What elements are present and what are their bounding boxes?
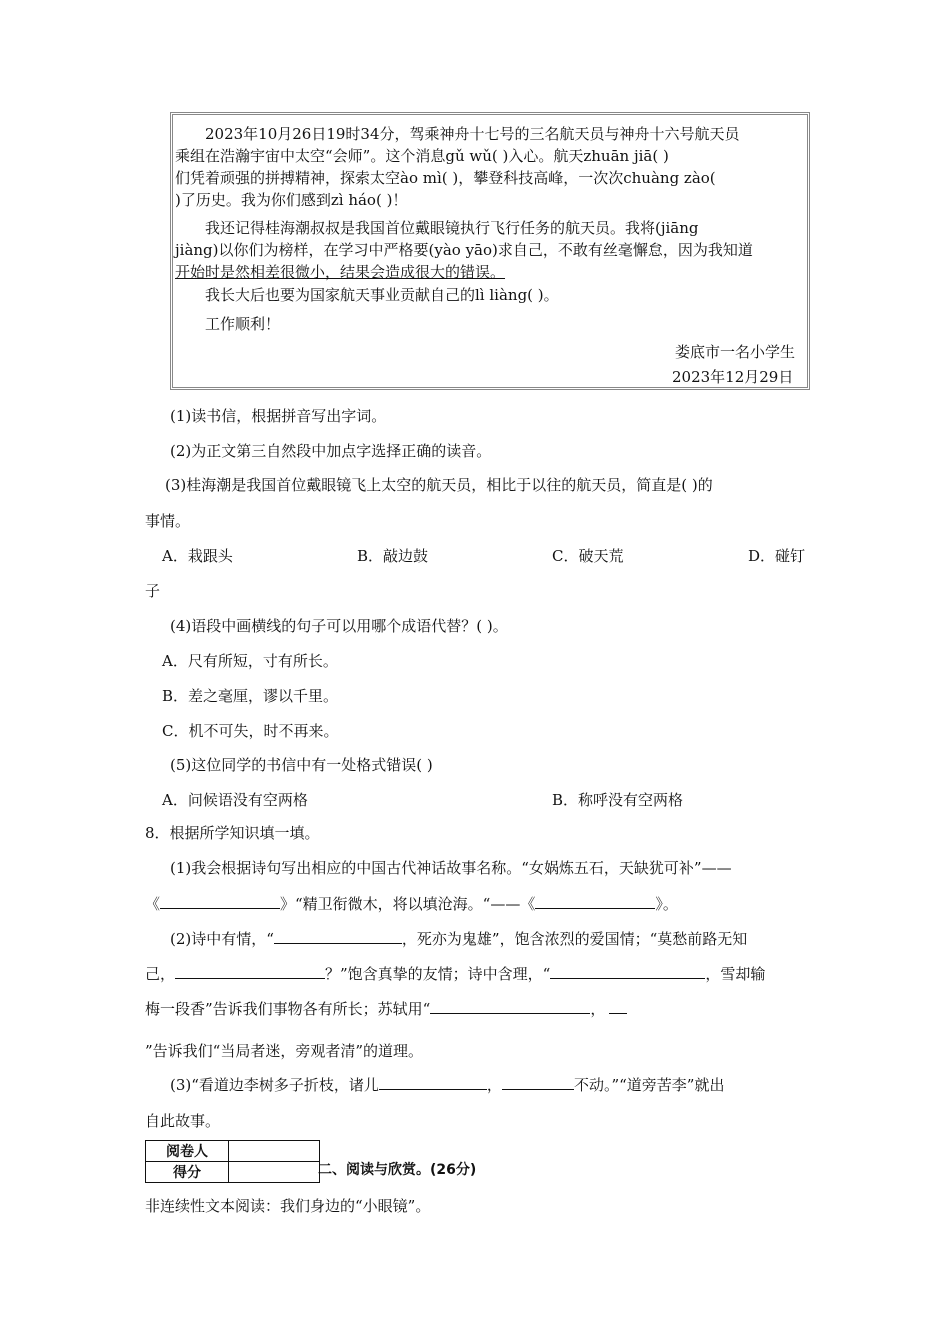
story-blank-1[interactable]: [379, 1075, 487, 1090]
q8-s3-a3: 不动。”“道旁苦李”就出: [573, 1076, 725, 1094]
letter-signature: 娄底市一名小学生: [675, 343, 796, 361]
question-1: (1)读书信，根据拼音写出字词。: [170, 407, 387, 425]
poem-blank-1[interactable]: [274, 929, 402, 944]
q8-s3-a2: ，: [486, 1076, 502, 1094]
q8-s1-line1: (1)我会根据诗句写出相应的中国古代神话故事名称。“女娲炼五石，天缺犹可补”——: [170, 859, 732, 877]
grader-field[interactable]: [229, 1141, 320, 1162]
poem-blank-2[interactable]: [175, 964, 325, 979]
letter-closing: 工作顺利！: [205, 315, 281, 333]
section-2-intro: 非连续性文本阅读：我们身边的“小眼镜”。: [145, 1197, 431, 1215]
q8-s1-mid: 》“精卫衔微木，将以填沧海。“——《: [280, 895, 536, 913]
q3-option-d: D．碰钉: [748, 547, 806, 565]
q8-s2-line2: [145, 963, 765, 984]
q8-s1-line2: [145, 893, 678, 914]
q8-s2-line1: [170, 928, 747, 949]
question-4: (4)语段中画横线的句子可以用哪个成语代替？( )。: [170, 617, 508, 635]
question-3: (3)桂海潮是我国首位戴眼镜飞上太空的航天员，相比于以往的航天员，简直是( )的: [165, 476, 713, 494]
myth-name-blank-2[interactable]: [535, 894, 655, 909]
q8-s2-c1: 梅一段香”告诉我们事物各有所长；苏轼用“: [145, 1000, 431, 1018]
q8-s3-line2: 自此故事。: [145, 1112, 221, 1130]
score-table: [145, 1140, 320, 1183]
q8-s2-line3: [145, 998, 627, 1019]
score-label: 得分: [146, 1162, 229, 1183]
poem-blank-4[interactable]: [430, 999, 590, 1014]
q8-s2-b1: 己，: [145, 965, 176, 983]
q8-title: 8．根据所学知识填一填。: [145, 824, 320, 842]
story-blank-2[interactable]: [502, 1075, 574, 1090]
q3-option-a: A．栽跟头: [162, 547, 233, 565]
q4-option-b: B．差之毫厘，谬以千里。: [162, 687, 339, 705]
question-2: (2)为正文第三自然段中加点字选择正确的读音。: [170, 442, 492, 460]
q3-option-d-wrap: 子: [145, 582, 161, 600]
letter-p2-line2: jiàng)以你们为榜样，在学习中严格要(yào yāo)求自己，不敢有丝毫懈怠，因为我知道: [175, 241, 753, 259]
q8-s1-open: 《: [145, 895, 161, 913]
grader-label: 阅卷人: [146, 1141, 229, 1162]
q3-option-b: B．敲边鼓: [357, 547, 429, 565]
letter-p2-underlined-sentence: 开始时是然相差很微小，结果会造成很大的错误。: [175, 263, 506, 281]
myth-name-blank-1[interactable]: [160, 894, 280, 909]
q8-s2-a2: ，死亦为鬼雄”，饱含浓烈的爱国情；“莫愁前路无知: [401, 930, 748, 948]
q8-s2-a1: (2)诗中有情，“: [170, 930, 274, 948]
q4-option-a: A．尺有所短，寸有所长。: [162, 652, 338, 670]
q8-s2-b2: ？”饱含真挚的友情；诗中含理，“: [325, 965, 551, 983]
q8-s2-c2: ，: [590, 1000, 606, 1018]
section-2-title: 二、阅读与欣赏。(26分): [318, 1162, 477, 1178]
poem-blank-3[interactable]: [550, 964, 705, 979]
poem-blank-5[interactable]: [609, 999, 627, 1014]
q8-s2-line4: ”告诉我们“当局者迷，旁观者清”的道理。: [145, 1042, 424, 1060]
letter-p1-line4: )了历史。我为你们感到zì háo( )！: [175, 191, 408, 209]
score-field[interactable]: [229, 1162, 320, 1183]
q8-s3-line1: [170, 1074, 724, 1095]
q4-option-c: C．机不可失，时不再来。: [162, 722, 339, 740]
q5-option-a: A．问候语没有空两格: [162, 791, 308, 809]
letter-p3: 我长大后也要为国家航天事业贡献自己的lì liàng( )。: [205, 286, 559, 304]
q8-s3-a1: (3)“看道边李树多子折枝，诸儿: [170, 1076, 379, 1094]
letter-p2-line1: 我还记得桂海潮叔叔是我国首位戴眼镜执行飞行任务的航天员。我将(jiāng: [205, 219, 699, 237]
letter-p1-line3: 们凭着顽强的拼搏精神，探索太空ào mì( )，攀登科技高峰，一次次chuàng zào(: [175, 169, 716, 187]
q8-s1-close: 》。: [655, 895, 678, 913]
letter-p1-line2: 乘组在浩瀚宇宙中太空“会师”。这个消息gǔ wǔ( )入心。航天zhuān jiā( ): [175, 147, 669, 165]
question-5: (5)这位同学的书信中有一处格式错误( ): [170, 756, 433, 774]
q5-option-b: B．称呼没有空两格: [552, 791, 684, 809]
question-3-cont: 事情。: [145, 512, 191, 530]
q3-option-c: C．破天荒: [552, 547, 624, 565]
q8-s2-b3: ，雪却输: [705, 965, 766, 983]
letter-date: 2023年12月29日: [672, 368, 794, 386]
letter-p1-line1: 2023年10月26日19时34分，驾乘神舟十七号的三名航天员与神舟十六号航天员: [205, 125, 740, 143]
